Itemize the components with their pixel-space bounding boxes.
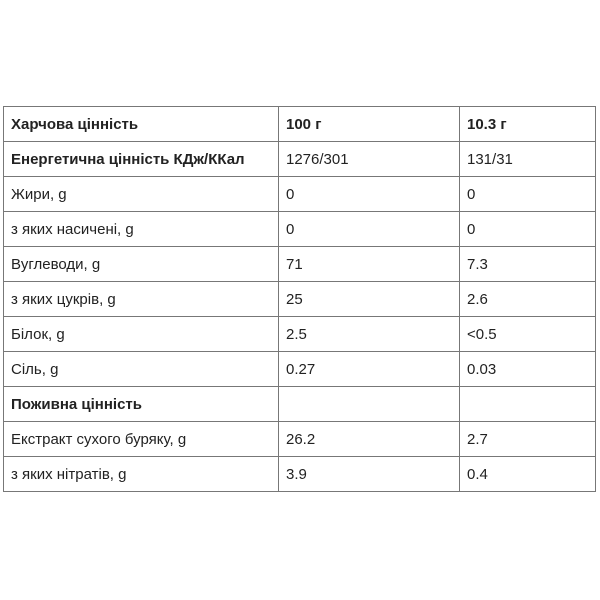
row-value-portion: <0.5 [460,317,596,352]
table-row [4,352,596,387]
row-value-portion [460,387,596,422]
row-label: з яких насичені, g [4,212,279,247]
table-header-row [4,107,596,142]
section-label: Поживна цінність [4,387,279,422]
row-label: Білок, g [4,317,279,352]
table-section-row [4,387,596,422]
row-value-100g: 0.27 [279,352,460,387]
row-value-100g: 2.5 [279,317,460,352]
row-value-portion: 0 [460,212,596,247]
row-value-portion: 2.7 [460,422,596,457]
row-value-100g: 3.9 [279,457,460,492]
header-per-portion: 10.3 г [460,107,596,142]
row-value-portion: 0.4 [460,457,596,492]
row-value-100g: 1276/301 [279,142,460,177]
row-value-100g [279,387,460,422]
nutrition-table [3,106,596,492]
table-row [4,317,596,352]
row-value-portion: 131/31 [460,142,596,177]
row-label: Вуглеводи, g [4,247,279,282]
table-row [4,142,596,177]
row-value-100g: 0 [279,212,460,247]
row-value-100g: 0 [279,177,460,212]
row-value-portion: 7.3 [460,247,596,282]
header-nutrition-value: Харчова цінність [4,107,279,142]
header-per-100g: 100 г [279,107,460,142]
row-label: Екстракт сухого буряку, g [4,422,279,457]
table-row [4,457,596,492]
row-label: Жири, g [4,177,279,212]
row-value-100g: 71 [279,247,460,282]
table-row [4,247,596,282]
table-row [4,422,596,457]
row-value-100g: 25 [279,282,460,317]
table-row [4,212,596,247]
row-value-portion: 0.03 [460,352,596,387]
row-value-portion: 0 [460,177,596,212]
row-label: Сіль, g [4,352,279,387]
row-label: з яких цукрів, g [4,282,279,317]
row-value-portion: 2.6 [460,282,596,317]
table-row [4,282,596,317]
row-value-100g: 26.2 [279,422,460,457]
row-label: з яких нітратів, g [4,457,279,492]
row-label: Енергетична цінність КДж/ККал [4,142,279,177]
table-row [4,177,596,212]
